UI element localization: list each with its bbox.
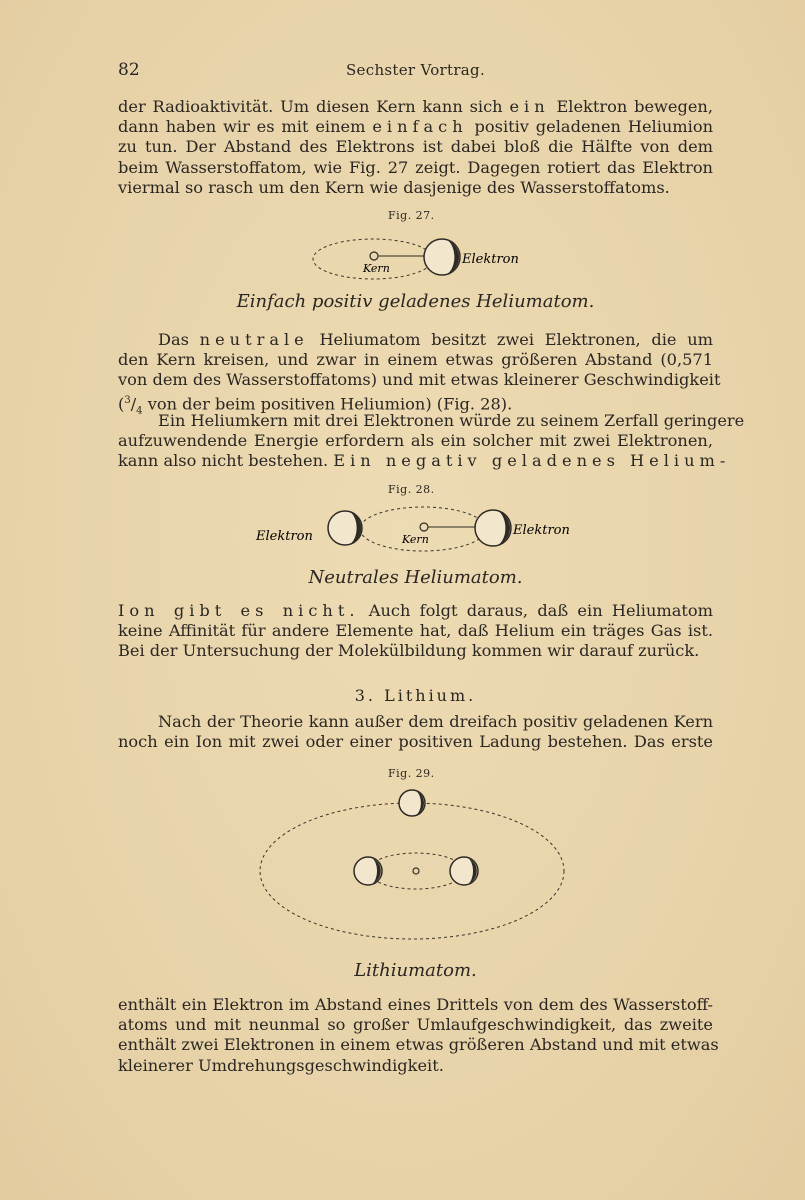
text-line: Nach der Theorie kann außer dem dreifach positiv geladenen Kern [158,712,713,731]
figure-27-label: Fig. 27. [388,209,435,222]
text-line: zu tun. Der Abstand des Elektrons ist dabei bloß die Hälfte von dem [118,137,713,157]
figure-29-diagram [250,784,580,944]
figure-28-diagram [250,500,590,564]
figure-29-caption: Lithiumatom. [354,960,477,981]
running-header [118,60,713,82]
elektron-label: Elektron [462,252,519,267]
text-line: kann also nicht bestehen. Ein negativ geladenes Helium- [118,451,731,471]
paragraph-lithium-electrons [118,995,719,1076]
kern-dot [420,523,428,531]
text-line: keine Affinität für andere Elemente hat, daß Helium ein träges Gas ist. [118,621,713,641]
text-line: enthält zwei Elektronen in einem etwas größeren Abstand und mit etwas [118,1035,719,1055]
text-line: Bei der Untersuchung der Molekülbildung kommen wir darauf zurück. [118,641,700,661]
text-line: Ein Heliumkern mit drei Elektronen würde zu seinem Zerfall geringere [158,410,745,430]
page-number: 82 [118,60,140,80]
text-line: dann haben wir es mit einem einfach positiv geladenen Heliumion [118,117,713,137]
text-line: atoms und mit neunmal so großer Umlaufgeschwindigkeit, das zweite [118,1015,713,1035]
section-heading: 3. Lithium. [354,686,477,705]
elektron-left-label: Elektron [256,529,313,544]
text-line: von dem des Wasserstoffatoms) und mit etwas kleinerer Geschwindigkeit [118,370,721,390]
kern-label: Kern [402,533,429,546]
text-line: Ion gibt es nicht. Auch folgt daraus, daß ein Heliumatom [118,601,713,620]
text-line: beim Wasserstoffatom, wie Fig. 27 zeigt. Dagegen rotiert das Elektron [118,157,713,177]
figure-27-diagram [300,226,550,288]
text-line: ($^3/_4$ von der beim positiven Heliumion) (Fig. 28). [118,393,513,417]
text-line: kleinerer Umdrehungsgeschwindigkeit. [118,1055,444,1075]
kern-label: Kern [363,262,390,275]
text-line: den Kern kreisen, und zwar in einem etwas größeren Abstand (0,571 [118,350,713,370]
text-line: viermal so rasch um den Kern wie dasjenige des Wasserstoffatoms. [118,177,670,197]
figure-27-caption: Einfach positiv geladenes Heliumatom. [236,291,595,312]
paragraph-radioactivity [118,97,713,198]
outer-orbit-path [260,803,564,939]
elektron-right-label: Elektron [513,523,570,538]
nucleus-dot [413,868,419,874]
figure-28-label: Fig. 28. [388,483,435,496]
paragraph-neutral-helium [118,330,745,471]
running-title: Sechster Vortrag. [345,61,486,79]
kern-dot [370,252,378,260]
text-line: Das neutrale Heliumatom besitzt zwei Elektronen, die um [158,330,713,349]
figure-28-caption: Neutrales Heliumatom. [308,567,523,588]
text-line: der Radioaktivität. Um diesen Kern kann sich ein Elektron bewegen, [118,97,713,116]
text-line: enthält ein Elektron im Abstand eines Drittels von dem des Wasserstoff- [118,995,713,1014]
text-line: aufzuwendende Energie erfordern als ein solcher mit zwei Elektronen, [118,430,713,450]
figure-29-label: Fig. 29. [388,767,435,780]
paragraph-helium-ion [118,601,713,662]
paragraph-lithium-theory [118,712,713,752]
text-line: noch ein Ion mit zwei oder einer positiven Ladung bestehen. Das erste [118,732,713,752]
